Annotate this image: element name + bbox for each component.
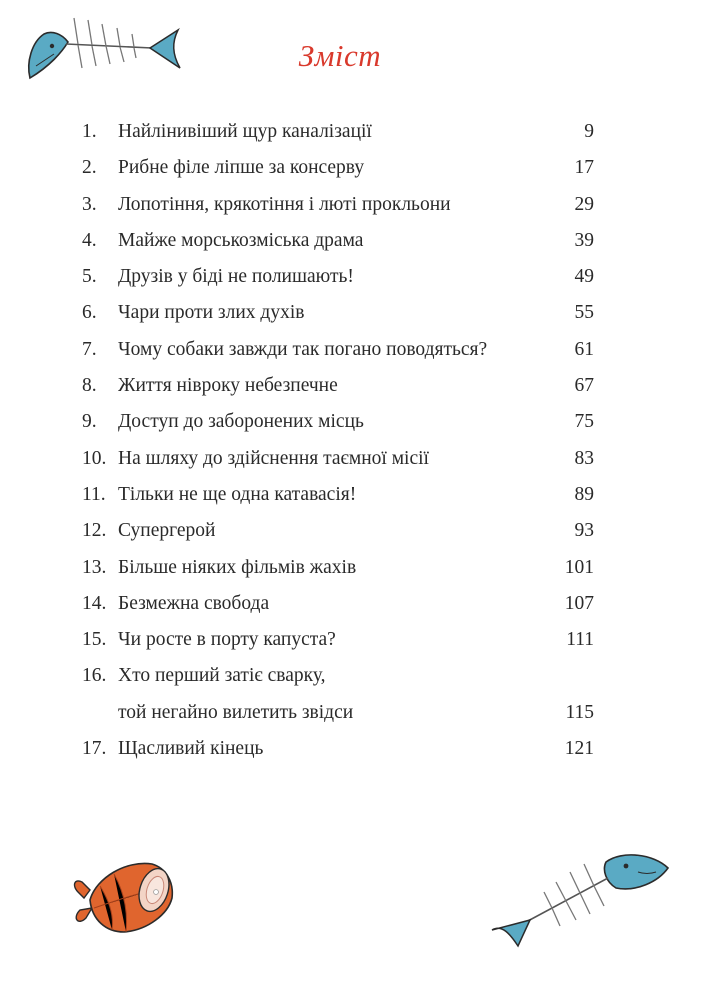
toc-row (82, 223, 594, 259)
toc-row (82, 441, 594, 477)
toc-row (82, 114, 594, 150)
toc-chapter-title: Рибне філе ліпше за консерву (118, 157, 365, 179)
toc-chapter-title: Найлінивіший щур каналізації (118, 121, 372, 142)
toc-page-number: 115 (565, 701, 594, 723)
toc-chapter-title: На шляху до здійснення таємної місії (118, 447, 429, 469)
toc-page-number: 29 (574, 193, 594, 215)
toc-row (82, 731, 594, 767)
toc-chapter-number: 15. (82, 629, 107, 651)
toc-chapter-title: Лопотіння, крякотіння і люті прокльони (118, 193, 451, 215)
toc-chapter-number: 6. (82, 302, 97, 324)
toc-chapter-number: 4. (82, 229, 97, 251)
toc-chapter-number: 10. (82, 447, 107, 469)
toc-page-number: 93 (574, 520, 594, 542)
toc-row (82, 259, 594, 295)
toc-page-number: 67 (574, 375, 594, 397)
toc-chapter-title: Супергерой (118, 520, 216, 542)
toc-row (82, 477, 594, 513)
toc-chapter-title: Друзів у біді не полишають! (118, 266, 354, 288)
toc-page-number: 61 (574, 338, 594, 360)
toc-chapter-number: 9. (82, 411, 97, 433)
toc-row (82, 368, 594, 404)
toc-chapter-title: Чари проти злих духів (118, 302, 305, 324)
toc-page-number: 83 (574, 447, 594, 469)
toc-row (82, 295, 594, 331)
toc-row (82, 586, 594, 622)
toc-page-number: 17 (574, 157, 594, 179)
toc-chapter-number: 1. (82, 121, 97, 142)
toc-chapter-number: 12. (82, 520, 107, 542)
toc-page-number: 107 (564, 592, 594, 614)
page-title: Зміст (298, 38, 382, 73)
toc-page-number: 75 (574, 411, 594, 433)
toc-row (82, 550, 594, 586)
toc-page-number: 89 (574, 483, 594, 505)
toc-page-number: 111 (566, 629, 594, 651)
toc-page-number: 39 (574, 229, 594, 251)
table-of-contents (82, 114, 594, 767)
toc-page-number: 49 (574, 266, 594, 288)
fish-skeleton-icon (488, 848, 672, 948)
toc-chapter-number: 16. (82, 665, 107, 687)
toc-chapter-number: 13. (82, 556, 107, 578)
toc-chapter-number: 5. (82, 266, 97, 288)
toc-chapter-number: 11. (82, 483, 106, 505)
toc-page-number: 101 (564, 556, 594, 578)
toc-row (82, 150, 594, 186)
toc-chapter-number: 7. (82, 338, 97, 360)
toc-chapter-number: 17. (82, 738, 107, 760)
toc-row (82, 404, 594, 440)
toc-chapter-title: Безмежна свобода (118, 592, 270, 614)
ham-icon (70, 852, 190, 944)
toc-chapter-title: Чи росте в порту капуста? (118, 629, 336, 651)
toc-chapter-title: Більше ніяких фільмів жахів (118, 556, 357, 578)
toc-row (82, 658, 594, 694)
toc-page-number: 55 (574, 302, 594, 324)
toc-chapter-title: Життя нівроку небезпечне (118, 375, 338, 397)
toc-row (82, 622, 594, 658)
toc-chapter-title: Доступ до заборонених місць (118, 411, 364, 433)
toc-row (82, 513, 594, 549)
toc-chapter-title: Майже морськозміська драма (118, 229, 364, 251)
toc-chapter-title: Тільки не ще одна катавасія! (118, 483, 357, 505)
toc-page-number: 121 (564, 738, 594, 760)
toc-chapter-number: 14. (82, 592, 107, 614)
toc-chapter-number: 3. (82, 193, 97, 215)
toc-row (82, 187, 594, 223)
toc-chapter-title: Хто перший затіє сварку, (118, 665, 326, 687)
toc-row (82, 695, 594, 731)
toc-page-number: 9 (584, 121, 594, 142)
toc-chapter-title: той негайно вилетить звідси (118, 701, 354, 723)
toc-chapter-number: 8. (82, 375, 97, 397)
toc-row (82, 332, 594, 368)
toc-chapter-title: Чому собаки завжди так погано поводяться? (118, 338, 488, 360)
toc-chapter-number: 2. (82, 157, 97, 179)
toc-chapter-title: Щасливий кінець (118, 738, 264, 760)
